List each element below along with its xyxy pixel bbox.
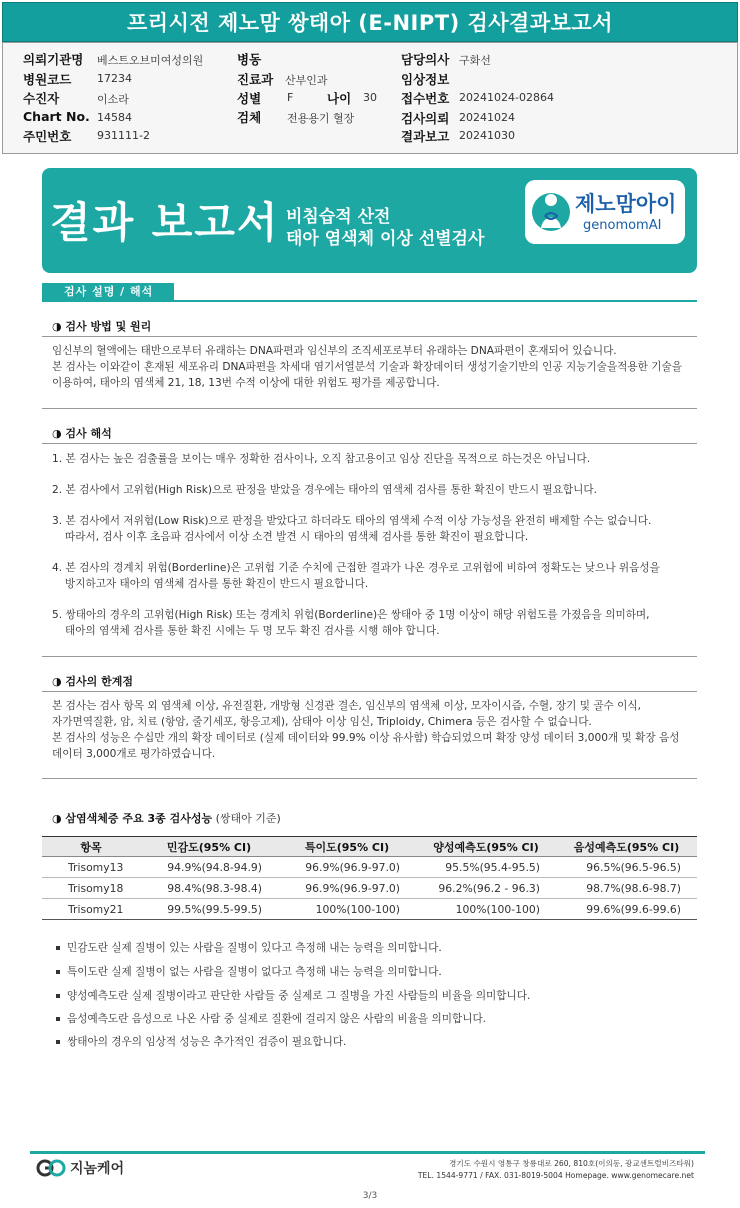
- info-request-date: [401, 109, 515, 127]
- limits-line: 본 검사의 성능은 수십만 개의 확장 데이터로 (실제 데이터와 99.9% 이상 유사함) 학습되었으며 확장 양성 데이터 3,000개 및 확장 음성: [52, 732, 680, 744]
- section-divider: [42, 300, 697, 302]
- info-label: 결과보고: [401, 129, 450, 144]
- info-label: 병원코드: [23, 72, 72, 87]
- info-report-date: [401, 127, 515, 145]
- info-label: 의뢰기관명: [23, 52, 84, 67]
- info-value: 이소라: [97, 93, 129, 106]
- interpretation-heading: ◑ 검사 해석: [52, 427, 112, 440]
- table-header: 음성예측도(95% CI): [556, 837, 697, 857]
- info-hospital-code: [23, 70, 132, 88]
- table-cell: Trisomy21: [42, 899, 140, 920]
- info-resident-no: [23, 127, 150, 145]
- table-cell: 95.5%(95.4-95.5): [416, 857, 556, 878]
- table-cell: 99.6%(99.6-99.6): [556, 899, 697, 920]
- table-header: 특이도(95% CI): [278, 837, 416, 857]
- genomom-logo: [525, 180, 685, 244]
- divider: [42, 443, 697, 444]
- genomom-logo-icon: [531, 186, 571, 238]
- genomecare-logo-icon: [36, 1158, 66, 1178]
- table-cell: 96.5%(96.5-96.5): [556, 857, 697, 878]
- table-header: 민감도(95% CI): [140, 837, 278, 857]
- interpretation-item: 3. 본 검사에서 저위험(Low Risk)으로 판정을 받았다고 하더라도 태아의 염색체 수적 이상 가능성을 완전히 배제할 수는 없습니다.: [52, 515, 652, 527]
- banner-title: 결과 보고서: [50, 198, 280, 247]
- limits-line: 데이터 3,000개로 평가하였습니다.: [52, 748, 216, 760]
- info-receipt-no: [401, 89, 554, 107]
- info-label: 성별: [237, 91, 262, 106]
- table-cell: 96.2%(96.2 - 96.3): [416, 878, 556, 899]
- info-label: 접수번호: [401, 91, 450, 106]
- info-label: 주민번호: [23, 129, 72, 144]
- bullet-icon: [56, 994, 60, 998]
- info-chart-no: [23, 109, 132, 127]
- interpretation-item-cont: 방지하고자 태아의 염색체 검사를 통한 확진이 반드시 필요합니다.: [65, 578, 369, 590]
- bullet-text: 민감도란 실제 질병이 있는 사람을 질병이 있다고 측정해 내는 능력을 의미합니다.: [67, 942, 442, 954]
- interpretation-item: 1. 본 검사는 높은 검출률을 보이는 매우 정확한 검사이나, 오직 참고용이고 임상 진단을 목적으로 하는것은 아닙니다.: [52, 453, 591, 465]
- table-cell: 100%(100-100): [278, 899, 416, 920]
- table-header: 항목: [42, 837, 140, 857]
- definition-bullet: [56, 988, 530, 1003]
- info-value: F: [287, 91, 294, 104]
- info-sex: [237, 89, 294, 107]
- table-row: [42, 857, 697, 878]
- performance-heading-text: ◑ 삼염색체증 주요 3종 검사성능: [52, 812, 213, 825]
- info-value: 17234: [97, 72, 132, 85]
- result-banner: [42, 168, 697, 273]
- footer-address: 경기도 수원시 영통구 창룡대로 260, 810호(이의동, 광교센트럴비즈타워): [449, 1159, 694, 1168]
- bullet-icon: [56, 1040, 60, 1044]
- method-heading: ◑ 검사 방법 및 원리: [52, 320, 152, 333]
- footer-company-name: 지놈케어: [70, 1161, 125, 1177]
- table-cell: 96.9%(96.9-97.0): [278, 878, 416, 899]
- info-patient-name: [23, 89, 129, 107]
- table-row: [42, 899, 697, 920]
- info-value: 산부인과: [285, 74, 328, 87]
- limits-line: 자가면역질환, 암, 치료 (항암, 줄기세포, 항응고제), 삼태아 이상 임신, Triploidy, Chimera 등은 검사할 수 없습니다.: [52, 716, 592, 728]
- info-age: [327, 89, 377, 107]
- definition-bullet: [56, 940, 442, 955]
- info-label: 임상정보: [401, 72, 450, 87]
- table-cell: Trisomy13: [42, 857, 140, 878]
- info-label: 검사의뢰: [401, 111, 450, 126]
- bullet-icon: [56, 1017, 60, 1021]
- info-label: 수진자: [23, 91, 60, 106]
- report-title: 프리시전 제노맘 쌍태아 (E-NIPT) 검사결과보고서: [127, 11, 613, 35]
- section-tab-description: 검사 설명 / 해석: [42, 283, 174, 301]
- definition-bullet: [56, 1034, 346, 1049]
- info-ward: [237, 50, 261, 68]
- table-row: [42, 878, 697, 899]
- info-value: 20241030: [459, 129, 515, 142]
- info-clinical: [401, 70, 449, 88]
- table-header: 양성예측도(95% CI): [416, 837, 556, 857]
- table-cell: 96.9%(96.9-97.0): [278, 857, 416, 878]
- divider: [42, 656, 697, 657]
- method-line: 본 검사는 이와같이 혼재된 세포유리 DNA파편을 차세대 염기서열분석 기술과 확장데이터 생성기술기반의 인공 지능기술을적용한 기술을: [52, 361, 682, 373]
- table-cell: 99.5%(99.5-99.5): [140, 899, 278, 920]
- banner-subtitle-1: 비침습적 산전: [286, 207, 391, 227]
- logo-sub-text: genomomAI: [583, 218, 662, 233]
- info-doctor: [401, 50, 491, 68]
- info-hospital-name: [23, 50, 204, 68]
- table-cell: 94.9%(94.8-94.9): [140, 857, 278, 878]
- interpretation-item: 2. 본 검사에서 고위험(High Risk)으로 판정을 받았을 경우에는 태아의 염색체 검사를 통한 확진이 반드시 필요합니다.: [52, 484, 597, 496]
- bullet-text: 쌍태아의 경우의 임상적 성능은 추가적인 검증이 필요합니다.: [67, 1036, 347, 1048]
- method-line: 이용하여, 태아의 염색체 21, 18, 13번 수적 이상에 대한 위험도 평가를 제공합니다.: [52, 377, 440, 389]
- footer-divider: [30, 1151, 705, 1154]
- info-label: Chart No.: [23, 109, 90, 124]
- divider: [42, 691, 697, 692]
- banner-subtitle-2: 태아 염색체 이상 선별검사: [286, 229, 485, 249]
- bullet-icon: [56, 946, 60, 950]
- info-value: 베스트오브미여성의원: [97, 54, 204, 67]
- performance-heading: [52, 810, 281, 826]
- table-cell: 98.7%(98.6-98.7): [556, 878, 697, 899]
- table-header-row: [42, 837, 697, 857]
- info-label: 나이: [327, 91, 352, 106]
- limits-heading: ◑ 검사의 한계점: [52, 675, 134, 688]
- logo-main-text: 제노맘아이: [575, 192, 677, 216]
- info-label: 병동: [237, 52, 262, 67]
- divider: [42, 408, 697, 409]
- info-label: 검체: [237, 110, 262, 125]
- footer-address-block: [418, 1158, 694, 1182]
- bullet-text: 음성예측도란 음성으로 나온 사람 중 실제로 질환에 걸리지 않은 사람의 비율을 의미합니다.: [67, 1013, 487, 1025]
- info-value: 20241024-02864: [459, 91, 554, 104]
- genomecare-logo: [36, 1158, 124, 1178]
- info-label: 담당의사: [401, 52, 450, 67]
- method-line: 임신부의 혈액에는 태반으로부터 유래하는 DNA파편과 임신부의 조직세포로부터 유래하는 DNA파편이 혼재되어 있습니다.: [52, 345, 617, 357]
- info-label: 진료과: [237, 72, 274, 87]
- divider: [42, 778, 697, 779]
- bullet-icon: [56, 970, 60, 974]
- definition-bullet: [56, 1011, 486, 1026]
- patient-info-box: [2, 42, 738, 154]
- performance-heading-note: (쌍태아 기준): [212, 812, 281, 825]
- bullet-text: 특이도란 실제 질병이 없는 사람을 질병이 없다고 측정해 내는 능력을 의미합니다.: [67, 966, 442, 978]
- info-value: 20241024: [459, 111, 515, 124]
- performance-table: [42, 836, 697, 920]
- interpretation-item-cont: 태아의 염색체 검사를 통한 확진 시에는 두 명 모두 확진 검사를 시행 해야 합니다.: [65, 625, 440, 637]
- divider: [42, 336, 697, 337]
- definition-bullet: [56, 964, 442, 979]
- report-title-bar: [2, 2, 738, 42]
- interpretation-item-cont: 따라서, 검사 이후 초음파 검사에서 이상 소견 발견 시 태아의 염색체 검사를 통한 확진이 필요합니다.: [65, 531, 529, 543]
- interpretation-item: 4. 본 검사의 경계치 위험(Borderline)은 고위험 기준 수치에 근접한 결과가 나온 경우로 고위험에 비하여 정확도는 낮으나 위음성을: [52, 562, 660, 574]
- table-cell: 98.4%(98.3-98.4): [140, 878, 278, 899]
- info-value: 931111-2: [97, 129, 150, 142]
- info-value: 구화선: [459, 54, 491, 67]
- footer-contact: TEL. 1544-9771 / FAX. 031-8019-5004 Homepage. www.genomecare.net: [417, 1171, 694, 1180]
- info-department: [237, 70, 328, 88]
- info-value: 14584: [97, 111, 132, 124]
- interpretation-item: 5. 쌍태아의 경우의 고위험(High Risk) 또는 경계치 위험(Borderline)은 쌍태아 중 1명 이상이 해당 위험도를 가졌음을 의미하며,: [52, 609, 650, 621]
- table-cell: 100%(100-100): [416, 899, 556, 920]
- info-value: 30: [363, 91, 377, 104]
- table-cell: Trisomy18: [42, 878, 140, 899]
- page-number: 3/3: [362, 1191, 378, 1201]
- bullet-text: 양성예측도란 실제 질병이라고 판단한 사람들 중 실제로 그 질병을 가진 사람들의 비율을 의미합니다.: [67, 990, 531, 1002]
- info-specimen: [237, 108, 355, 126]
- limits-line: 본 검사는 검사 항목 외 염색체 이상, 유전질환, 개방형 신경관 결손, 임신부의 염색체 이상, 모자이시즘, 수혈, 장기 및 골수 이식,: [52, 700, 641, 712]
- info-value: 전용용기 혈장: [287, 112, 355, 125]
